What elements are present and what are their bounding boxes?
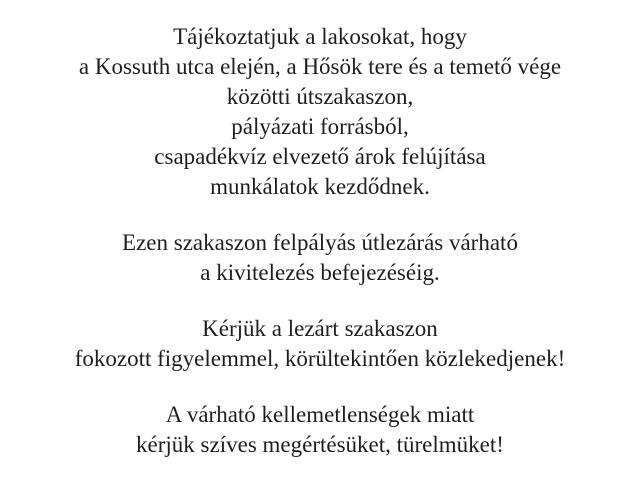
notice-line: A várható kellemetlenségek miatt [165, 402, 475, 427]
notice-document [0, 22, 640, 460]
notice-line: Tájékoztatjuk a lakosokat, hogy [173, 24, 467, 49]
notice-line: a Kossuth utca elején, a Hősök tere és a temető vége [78, 54, 562, 79]
notice-line: közötti útszakaszon, [226, 84, 414, 109]
notice-line: kérjük szíves megértésüket, türelmüket! [136, 432, 504, 457]
notice-line: Ezen szakaszon felpályás útlezárás várható [122, 230, 518, 255]
notice-line: Kérjük a lezárt szakaszon [202, 316, 438, 341]
notice-paragraph-road-closure [0, 228, 640, 288]
notice-paragraph-works-announcement [0, 22, 640, 202]
notice-line: fokozott figyelemmel, körültekintően közlekedjenek! [74, 346, 566, 371]
notice-line: pályázati forrásból, [231, 114, 409, 139]
notice-line: munkálatok kezdődnek. [210, 174, 430, 199]
notice-paragraph-apology [0, 400, 640, 460]
notice-paragraph-caution-request [0, 314, 640, 374]
notice-line: a kivitelezés befejezéséig. [200, 260, 440, 285]
notice-line: csapadékvíz elvezető árok felújítása [154, 144, 486, 169]
